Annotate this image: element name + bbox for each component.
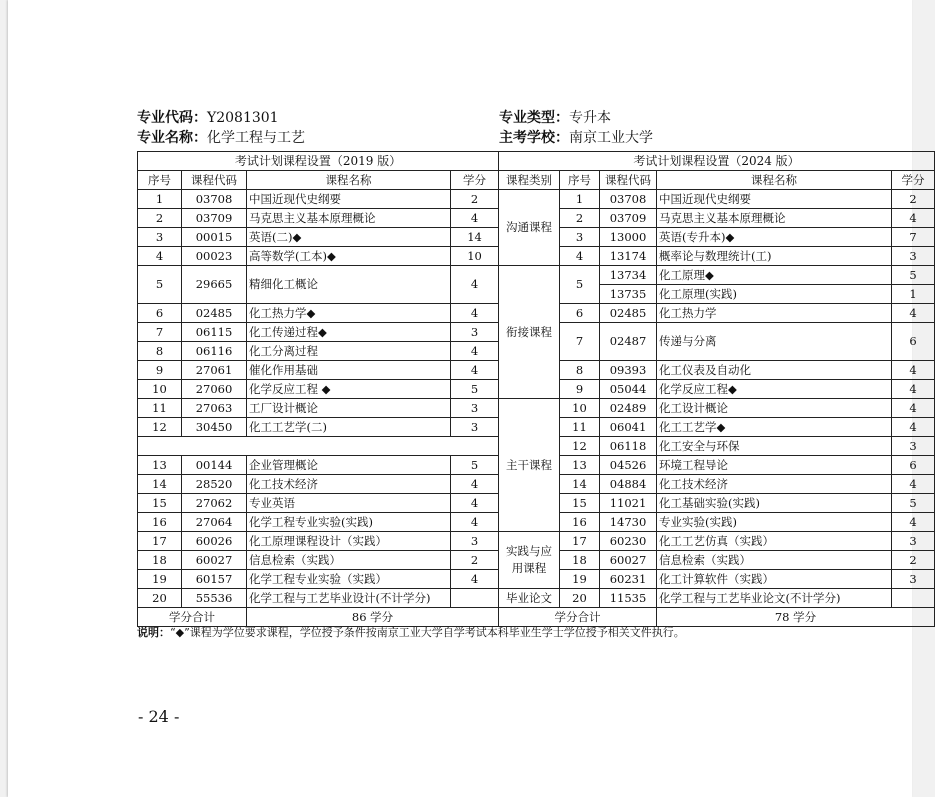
seq-cell: 15 [138, 494, 182, 513]
table-row [499, 361, 935, 380]
table-row [138, 399, 499, 418]
course-name-cell: 英语(专升本)◆ [657, 228, 892, 247]
table-row [138, 228, 499, 247]
credit-cell [892, 589, 935, 608]
table-row [138, 361, 499, 380]
table-row [138, 418, 499, 437]
credit-cell [451, 589, 499, 608]
table-row [138, 152, 499, 171]
credit-cell: 7 [892, 228, 935, 247]
code-cell: 03709 [182, 209, 247, 228]
course-name-cell: 企业管理概论 [247, 456, 451, 475]
table-row [138, 570, 499, 589]
credit-cell: 5 [892, 494, 935, 513]
seq-cell: 15 [560, 494, 600, 513]
course-name-cell: 化工分离过程 [247, 342, 451, 361]
course-name-cell: 化学反应工程◆ [657, 380, 892, 399]
code-cell: 06116 [182, 342, 247, 361]
seq-cell: 19 [560, 570, 600, 589]
code-cell: 13174 [600, 247, 657, 266]
course-name-cell: 马克思主义基本原理概论 [247, 209, 451, 228]
table-row [138, 589, 499, 608]
credit-cell: 3 [892, 247, 935, 266]
table-row [499, 323, 935, 361]
course-name-cell: 化工仪表及自动化 [657, 361, 892, 380]
course-name-cell: 化工技术经济 [247, 475, 451, 494]
table-row [499, 570, 935, 589]
column-header: 课程代码 [182, 171, 247, 190]
code-cell: 03708 [600, 190, 657, 209]
course-name-cell: 概率论与数理统计(工) [657, 247, 892, 266]
course-name-cell: 化工传递过程◆ [247, 323, 451, 342]
credit-cell: 2 [451, 190, 499, 209]
course-name-cell: 化工原理(实践) [657, 285, 892, 304]
column-header: 课程类别 [499, 171, 560, 190]
credit-cell: 2 [451, 551, 499, 570]
credit-cell: 4 [892, 399, 935, 418]
code-cell: 11535 [600, 589, 657, 608]
credit-cell: 3 [451, 323, 499, 342]
code-cell: 09393 [600, 361, 657, 380]
seq-cell: 20 [560, 589, 600, 608]
seq-cell: 5 [560, 266, 600, 304]
credit-cell: 3 [451, 418, 499, 437]
category-cell: 沟通课程 [499, 190, 560, 266]
seq-cell: 14 [138, 475, 182, 494]
credit-cell: 4 [892, 475, 935, 494]
course-name-cell: 化工设计概论 [657, 399, 892, 418]
credit-cell: 4 [451, 266, 499, 304]
table-row [499, 456, 935, 475]
seq-cell: 8 [138, 342, 182, 361]
seq-cell: 18 [138, 551, 182, 570]
code-cell: 60231 [600, 570, 657, 589]
seq-cell: 8 [560, 361, 600, 380]
code-cell: 13735 [600, 285, 657, 304]
table-row [499, 380, 935, 399]
total-label: 学分合计 [499, 608, 657, 627]
credit-cell: 1 [892, 285, 935, 304]
credit-cell: 4 [451, 494, 499, 513]
course-name-cell: 英语(二)◆ [247, 228, 451, 247]
course-name-cell: 环境工程导论 [657, 456, 892, 475]
category-cell: 实践与应用课程 [499, 532, 560, 589]
plan-table-2019 [137, 151, 499, 627]
code-cell: 27064 [182, 513, 247, 532]
code-cell: 60230 [600, 532, 657, 551]
credit-cell: 5 [451, 456, 499, 475]
table-row [499, 266, 935, 285]
course-name-cell: 化学反应工程 ◆ [247, 380, 451, 399]
column-header: 序号 [138, 171, 182, 190]
code-cell: 06041 [600, 418, 657, 437]
code-cell: 27061 [182, 361, 247, 380]
course-name-cell: 化工原理课程设计（实践） [247, 532, 451, 551]
table-row [138, 342, 499, 361]
footnote: 说明：“◆”课程为学位要求课程，学位授予条件按南京工业大学自学考试本科毕业生学士学位授予相关文件执行。 [137, 626, 685, 639]
code-cell: 60026 [182, 532, 247, 551]
seq-cell: 9 [138, 361, 182, 380]
code-cell: 14730 [600, 513, 657, 532]
table-row [499, 494, 935, 513]
table-row [499, 513, 935, 532]
category-cell: 主干课程 [499, 399, 560, 532]
page-number: - 24 - [138, 707, 180, 726]
course-name-cell: 化工计算软件（实践） [657, 570, 892, 589]
credit-cell: 4 [892, 513, 935, 532]
course-name-cell: 马克思主义基本原理概论 [657, 209, 892, 228]
code-cell: 02485 [182, 304, 247, 323]
column-header: 学分 [892, 171, 935, 190]
column-header: 课程名称 [657, 171, 892, 190]
credit-cell: 6 [892, 456, 935, 475]
course-name-cell: 化工基础实验(实践) [657, 494, 892, 513]
credit-cell: 14 [451, 228, 499, 247]
course-name-cell: 高等数学(工本)◆ [247, 247, 451, 266]
course-name-cell: 化工工艺仿真（实践） [657, 532, 892, 551]
total-label: 学分合计 [138, 608, 247, 627]
seq-cell: 6 [560, 304, 600, 323]
course-name-cell: 中国近现代史纲要 [247, 190, 451, 209]
seq-cell: 20 [138, 589, 182, 608]
seq-cell: 16 [138, 513, 182, 532]
table-row [499, 437, 935, 456]
table-row [138, 475, 499, 494]
code-cell: 13000 [600, 228, 657, 247]
course-name-cell: 化工工艺学◆ [657, 418, 892, 437]
total-value: 78 学分 [657, 608, 935, 627]
table-row [499, 304, 935, 323]
table-row [499, 209, 935, 228]
table-row [138, 494, 499, 513]
course-name-cell: 化学工程与工艺毕业论文(不计学分) [657, 589, 892, 608]
table-row [138, 380, 499, 399]
course-name-cell: 工厂设计概论 [247, 399, 451, 418]
table-row [138, 209, 499, 228]
table-row [138, 190, 499, 209]
code-cell: 03708 [182, 190, 247, 209]
seq-cell: 1 [138, 190, 182, 209]
course-name-cell: 化工热力学 [657, 304, 892, 323]
code-cell: 29665 [182, 266, 247, 304]
course-name-cell: 化工安全与环保 [657, 437, 892, 456]
code-cell: 60027 [600, 551, 657, 570]
table-title: 考试计划课程设置（2024 版） [499, 152, 935, 171]
table-row [499, 532, 935, 551]
category-cell: 衔接课程 [499, 266, 560, 399]
table-row [499, 475, 935, 494]
credit-cell: 4 [451, 361, 499, 380]
major-code: 专业代码：Y2081301 [137, 110, 279, 126]
document-page [8, 0, 925, 797]
column-header: 序号 [560, 171, 600, 190]
seq-cell: 12 [560, 437, 600, 456]
seq-cell: 13 [138, 456, 182, 475]
course-name-cell: 化学工程专业实验（实践） [247, 570, 451, 589]
credit-cell: 4 [451, 570, 499, 589]
table-row [138, 323, 499, 342]
credit-cell: 3 [451, 532, 499, 551]
column-header: 课程名称 [247, 171, 451, 190]
seq-cell: 5 [138, 266, 182, 304]
credit-cell: 4 [892, 380, 935, 399]
course-name-cell: 信息检索（实践） [247, 551, 451, 570]
credit-cell: 4 [892, 209, 935, 228]
table-row [138, 247, 499, 266]
credit-cell: 4 [892, 418, 935, 437]
code-cell: 02489 [600, 399, 657, 418]
plan-table-2024 [498, 151, 935, 627]
table-row [138, 171, 499, 190]
credit-cell: 4 [451, 475, 499, 494]
major-name: 专业名称：化学工程与工艺 [137, 130, 305, 146]
code-cell: 28520 [182, 475, 247, 494]
seq-cell: 2 [138, 209, 182, 228]
course-name-cell: 化工技术经济 [657, 475, 892, 494]
code-cell: 60027 [182, 551, 247, 570]
credit-cell: 4 [892, 304, 935, 323]
blank-row [138, 437, 499, 456]
course-name-cell: 化学工程与工艺毕业设计(不计学分) [247, 589, 451, 608]
code-cell: 00144 [182, 456, 247, 475]
seq-cell: 3 [138, 228, 182, 247]
code-cell: 13734 [600, 266, 657, 285]
credit-cell: 5 [451, 380, 499, 399]
code-cell: 02485 [600, 304, 657, 323]
credit-cell: 3 [892, 570, 935, 589]
table-row [138, 266, 499, 304]
course-name-cell: 专业实验(实践) [657, 513, 892, 532]
seq-cell: 4 [560, 247, 600, 266]
seq-cell: 2 [560, 209, 600, 228]
seq-cell: 19 [138, 570, 182, 589]
course-name-cell: 传递与分离 [657, 323, 892, 361]
credit-cell: 10 [451, 247, 499, 266]
code-cell: 02487 [600, 323, 657, 361]
table-row [499, 399, 935, 418]
credit-cell: 3 [892, 437, 935, 456]
seq-cell: 11 [138, 399, 182, 418]
seq-cell: 3 [560, 228, 600, 247]
seq-cell: 4 [138, 247, 182, 266]
code-cell: 06115 [182, 323, 247, 342]
category-cell: 毕业论文 [499, 589, 560, 608]
table-row [499, 418, 935, 437]
credit-cell: 3 [451, 399, 499, 418]
credit-cell: 4 [451, 209, 499, 228]
seq-cell: 17 [560, 532, 600, 551]
table-row [138, 532, 499, 551]
course-name-cell: 催化作用基础 [247, 361, 451, 380]
table-row [499, 190, 935, 209]
course-name-cell: 化工热力学◆ [247, 304, 451, 323]
credit-cell: 2 [892, 551, 935, 570]
seq-cell: 6 [138, 304, 182, 323]
code-cell: 06118 [600, 437, 657, 456]
code-cell: 60157 [182, 570, 247, 589]
seq-cell: 7 [138, 323, 182, 342]
table-row [499, 589, 935, 608]
table-row [138, 437, 499, 456]
code-cell: 27062 [182, 494, 247, 513]
table-row [138, 456, 499, 475]
seq-cell: 11 [560, 418, 600, 437]
course-name-cell: 中国近现代史纲要 [657, 190, 892, 209]
seq-cell: 1 [560, 190, 600, 209]
seq-cell: 10 [560, 399, 600, 418]
code-cell: 04884 [600, 475, 657, 494]
code-cell: 27060 [182, 380, 247, 399]
code-cell: 27063 [182, 399, 247, 418]
credit-cell: 3 [892, 532, 935, 551]
seq-cell: 13 [560, 456, 600, 475]
course-name-cell: 专业英语 [247, 494, 451, 513]
column-header: 课程代码 [600, 171, 657, 190]
course-name-cell: 精细化工概论 [247, 266, 451, 304]
course-name-cell: 信息检索（实践） [657, 551, 892, 570]
credit-cell: 4 [892, 361, 935, 380]
code-cell: 00015 [182, 228, 247, 247]
credit-cell: 4 [451, 342, 499, 361]
table-row [499, 228, 935, 247]
total-value: 86 学分 [247, 608, 499, 627]
code-cell: 05044 [600, 380, 657, 399]
seq-cell: 12 [138, 418, 182, 437]
code-cell: 55536 [182, 589, 247, 608]
column-header: 学分 [451, 171, 499, 190]
table-row [138, 513, 499, 532]
credit-cell: 5 [892, 266, 935, 285]
table-row [499, 152, 935, 171]
code-cell: 11021 [600, 494, 657, 513]
seq-cell: 18 [560, 551, 600, 570]
credit-cell: 6 [892, 323, 935, 361]
table-row [138, 551, 499, 570]
seq-cell: 7 [560, 323, 600, 361]
table-row [138, 304, 499, 323]
table-title: 考试计划课程设置（2019 版） [138, 152, 499, 171]
seq-cell: 14 [560, 475, 600, 494]
major-type: 专业类型：专升本 [499, 110, 611, 126]
credit-cell: 4 [451, 513, 499, 532]
credit-cell: 4 [451, 304, 499, 323]
host-school: 主考学校：南京工业大学 [499, 130, 653, 146]
course-name-cell: 化工原理◆ [657, 266, 892, 285]
seq-cell: 9 [560, 380, 600, 399]
code-cell: 30450 [182, 418, 247, 437]
code-cell: 03709 [600, 209, 657, 228]
table-row [499, 171, 935, 190]
code-cell: 04526 [600, 456, 657, 475]
course-name-cell: 化学工程专业实验(实践) [247, 513, 451, 532]
table-row [499, 551, 935, 570]
code-cell: 00023 [182, 247, 247, 266]
seq-cell: 17 [138, 532, 182, 551]
seq-cell: 16 [560, 513, 600, 532]
credit-cell: 2 [892, 190, 935, 209]
course-name-cell: 化工工艺学(二) [247, 418, 451, 437]
table-row [499, 247, 935, 266]
seq-cell: 10 [138, 380, 182, 399]
